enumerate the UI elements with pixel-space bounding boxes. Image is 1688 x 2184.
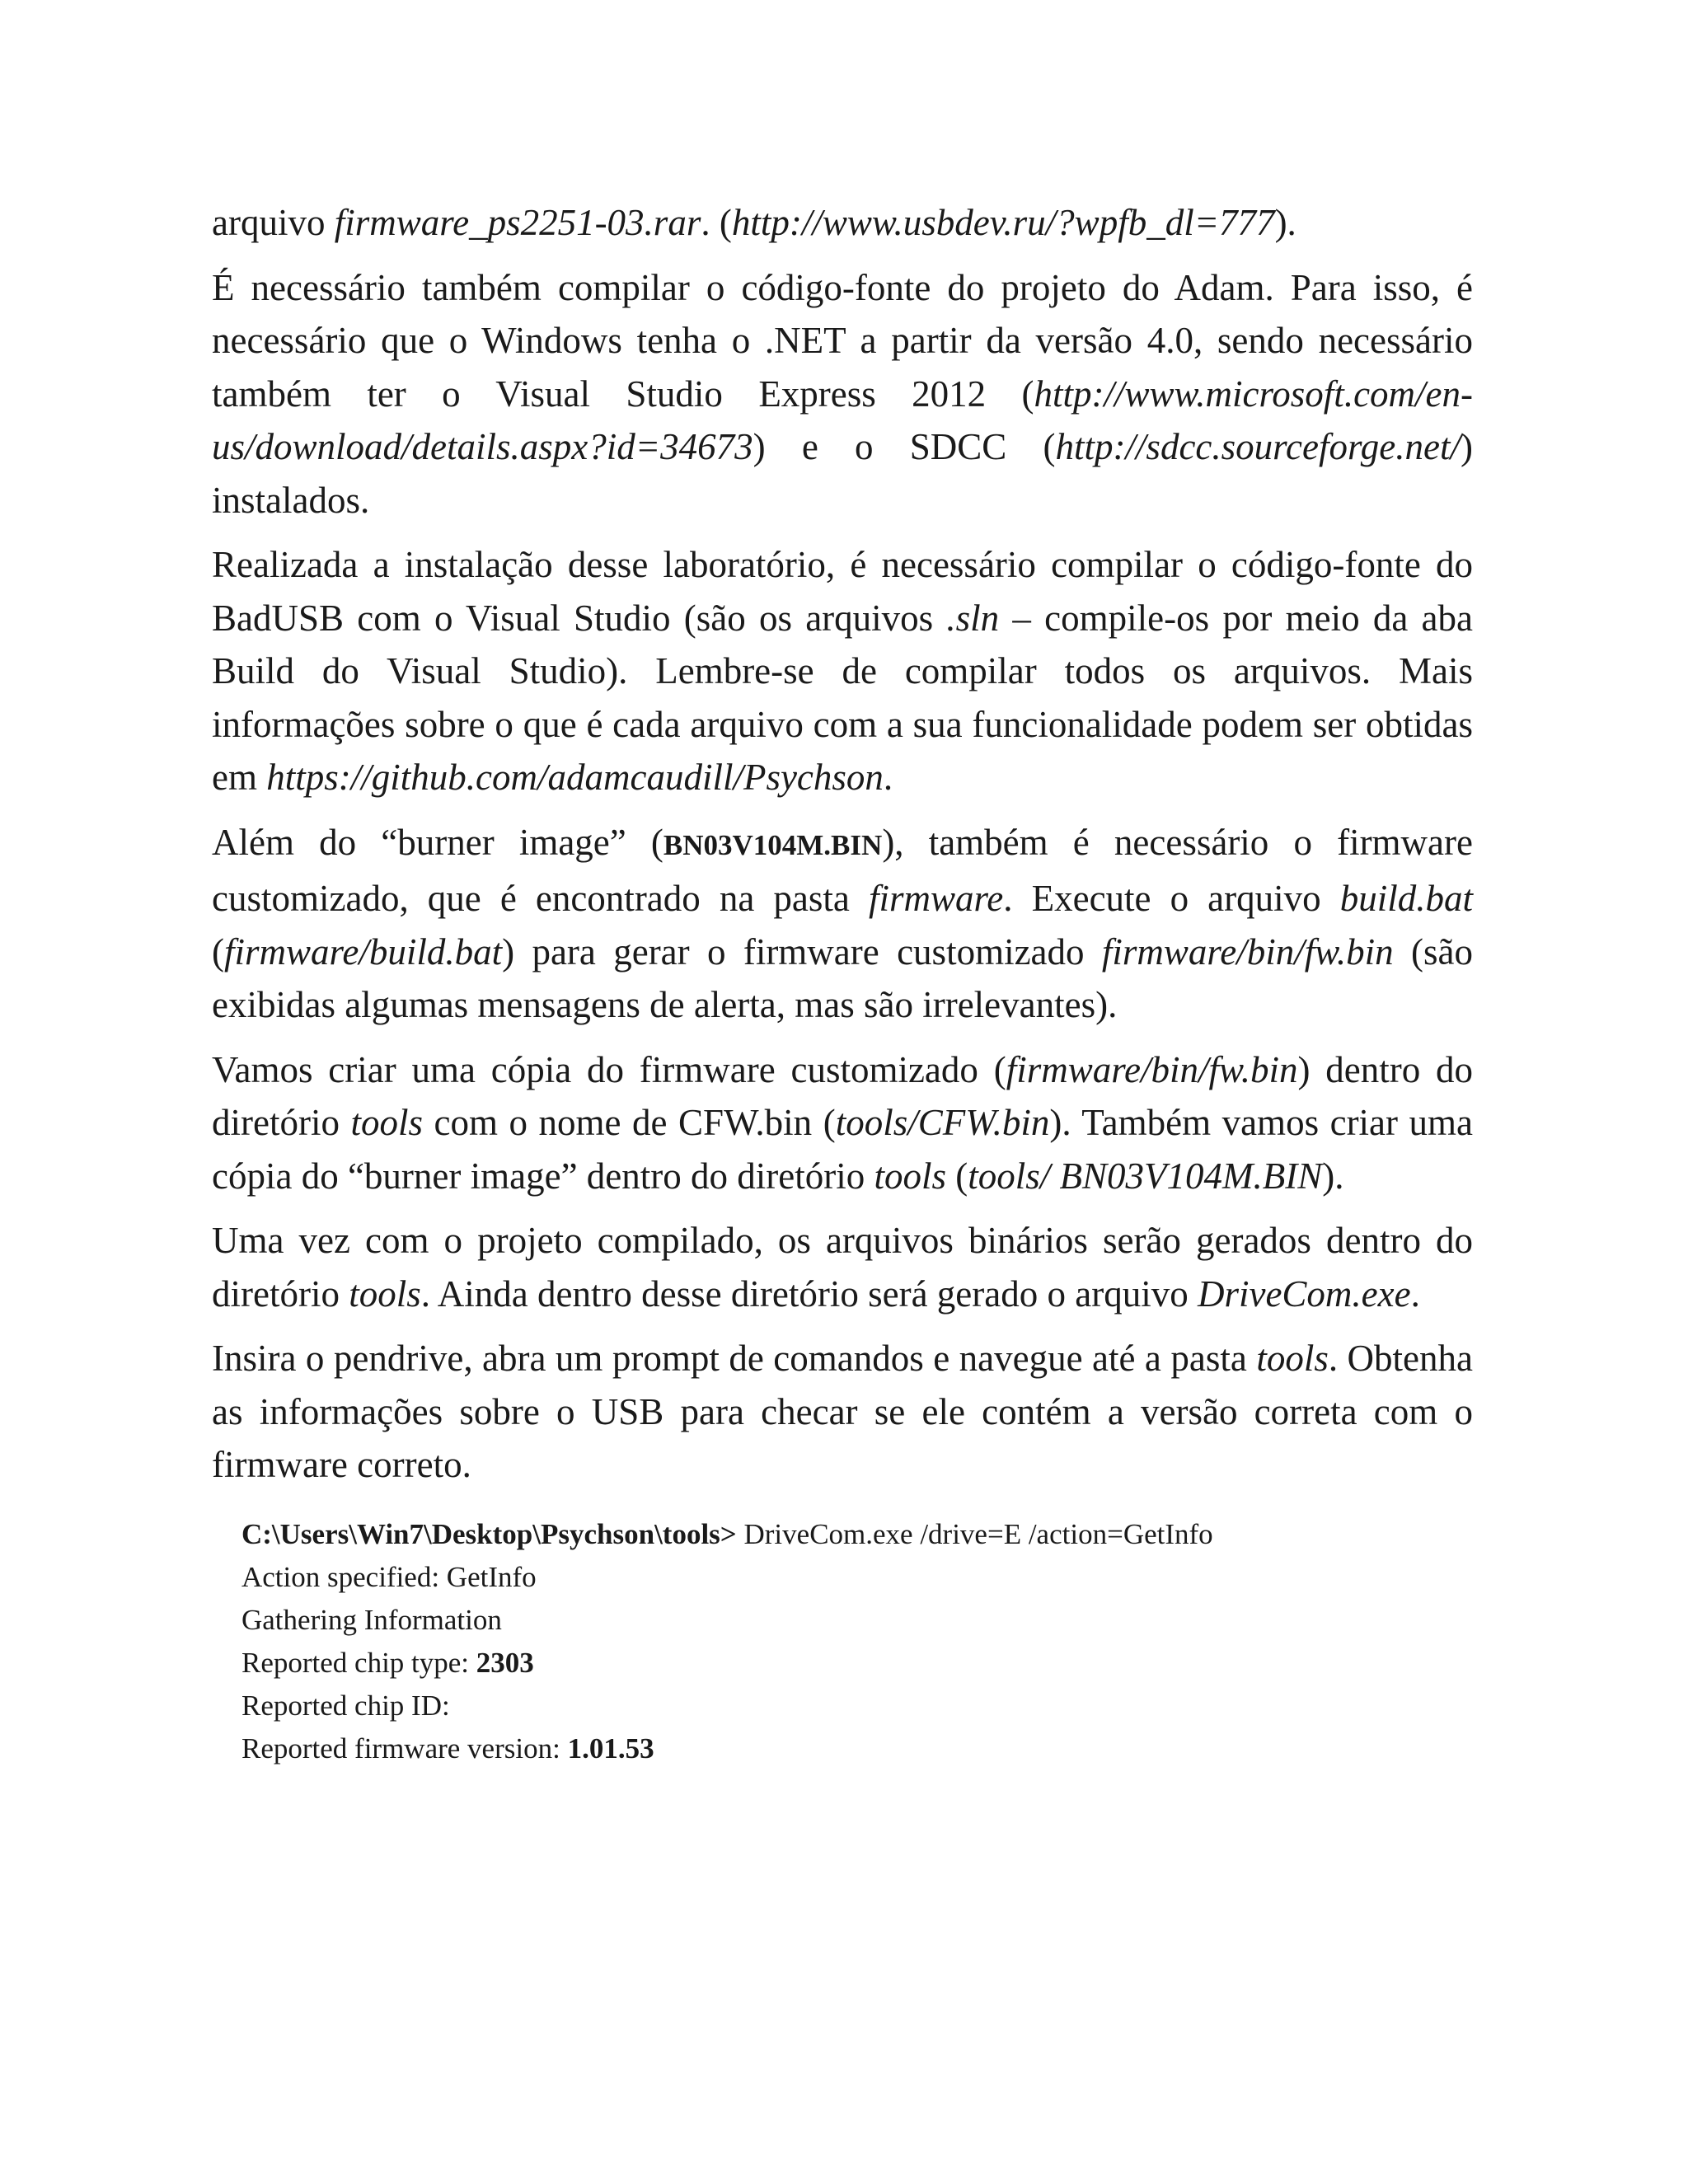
paragraph-5 bbox=[212, 1043, 1473, 1203]
text: com o nome de CFW.bin ( bbox=[423, 1102, 836, 1143]
console-label: Reported chip type: bbox=[241, 1646, 476, 1679]
text: – compile-os por meio da aba Build do Visual Studio). Lembre-se de compilar todos os arquivos. Mais informações sobre o que é cada arquivo com a sua funcionalidade podem ser obtidas em bbox=[212, 597, 1473, 798]
chip-type-value: 2303 bbox=[476, 1646, 534, 1679]
paragraph-3 bbox=[212, 538, 1473, 804]
file-path: firmware/build.bat bbox=[224, 930, 503, 972]
text: Realizada a instalação desse laboratório, é necessário compilar o código-fonte do BadUSB com o Visual Studio (são os arquivos bbox=[212, 544, 1473, 639]
folder-name: firmware bbox=[868, 878, 1004, 919]
folder-name: tools bbox=[874, 1155, 946, 1197]
filename: build.bat bbox=[1339, 878, 1473, 919]
paragraph-1 bbox=[212, 196, 1473, 250]
text: ). bbox=[1274, 202, 1296, 243]
document-page bbox=[212, 196, 1473, 1770]
console-prompt: C:\Users\Win7\Desktop\Psychson\tools> bbox=[241, 1517, 737, 1550]
console-line-firmware-version bbox=[241, 1727, 1473, 1770]
paragraph-2 bbox=[212, 261, 1473, 527]
filename: firmware_ps2251-03.rar bbox=[334, 202, 701, 243]
paragraph-4 bbox=[212, 816, 1473, 1032]
console-line-chip-type bbox=[241, 1642, 1473, 1685]
url: http://www.microsoft.com/en-us/download/details.aspx?id=34673 bbox=[212, 373, 1473, 467]
console-command: DriveCom.exe /drive=E /action=GetInfo bbox=[736, 1517, 1213, 1550]
text: ( bbox=[212, 930, 224, 972]
paragraph-6 bbox=[212, 1214, 1473, 1320]
text: ), também é necessário o firmware customizado, que é encontrado na pasta bbox=[212, 821, 1473, 919]
text: ). Também vamos criar uma cópia do “burner image” dentro do diretório bbox=[212, 1102, 1474, 1197]
text: . bbox=[1410, 1272, 1420, 1315]
text: ) e o SDCC ( bbox=[753, 426, 1056, 467]
folder-name: tools bbox=[349, 1272, 421, 1315]
text: ) dentro do diretório bbox=[212, 1048, 1474, 1143]
file-extension: .sln bbox=[946, 597, 1000, 639]
text: Uma vez com o projeto compilado, os arquivos binários serão gerados dentro do diretório bbox=[212, 1220, 1473, 1315]
text: É necessário também compilar o código-fonte do projeto do Adam. Para isso, é necessário que o Windows tenha o .NET a partir da versão 4.0, sendo necessário também ter o Visual Studio Express 2012 ( bbox=[212, 266, 1473, 415]
console-label: Reported firmware version: bbox=[241, 1732, 568, 1765]
url: http://www.usbdev.ru/?wpfb_dl=777 bbox=[731, 202, 1275, 243]
url: http://sdcc.sourceforge.net/ bbox=[1055, 426, 1461, 467]
file-path: tools/ BN03V104M.BIN bbox=[968, 1155, 1323, 1197]
console-output bbox=[212, 1513, 1473, 1770]
text: Insira o pendrive, abra um prompt de comandos e navegue até a pasta bbox=[212, 1338, 1257, 1379]
text: Vamos criar uma cópia do firmware customizado ( bbox=[212, 1048, 1006, 1090]
console-line: Gathering Information bbox=[241, 1603, 502, 1636]
file-path: firmware/bin/fw.bin bbox=[1101, 930, 1394, 972]
url: https://github.com/adamcaudill/Psychson bbox=[266, 757, 884, 798]
text: . ( bbox=[701, 202, 732, 243]
text: ) instalados. bbox=[212, 426, 1473, 521]
console-line: Action specified: GetInfo bbox=[241, 1560, 537, 1593]
text: arquivo bbox=[212, 202, 335, 243]
text: ) para gerar o firmware customizado bbox=[502, 930, 1102, 972]
folder-name: tools bbox=[1256, 1338, 1329, 1379]
text: ). bbox=[1322, 1155, 1344, 1197]
firmware-version-value: 1.01.53 bbox=[567, 1732, 654, 1765]
text: Além do “burner image” ( bbox=[212, 821, 663, 863]
burner-image-filename: BN03V104M.BIN bbox=[663, 828, 883, 861]
text: (são exibidas algumas mensagens de alerta, mas são irrelevantes). bbox=[212, 930, 1473, 1025]
filename: DriveCom.exe bbox=[1197, 1272, 1411, 1315]
folder-name: tools bbox=[350, 1102, 424, 1143]
file-path: tools/CFW.bin bbox=[835, 1102, 1050, 1143]
paragraph-7 bbox=[212, 1332, 1473, 1492]
text: . Obtenha as informações sobre o USB para checar se ele contém a versão correta com o firmware correto. bbox=[212, 1338, 1474, 1485]
file-path: firmware/bin/fw.bin bbox=[1006, 1048, 1298, 1090]
text: . bbox=[883, 757, 893, 798]
text: ( bbox=[945, 1155, 968, 1197]
console-line: Reported chip ID: bbox=[241, 1689, 450, 1722]
console-line-command bbox=[241, 1513, 1473, 1556]
text: . Execute o arquivo bbox=[1003, 878, 1340, 919]
text: . Ainda dentro desse diretório será gerado o arquivo bbox=[420, 1272, 1198, 1315]
